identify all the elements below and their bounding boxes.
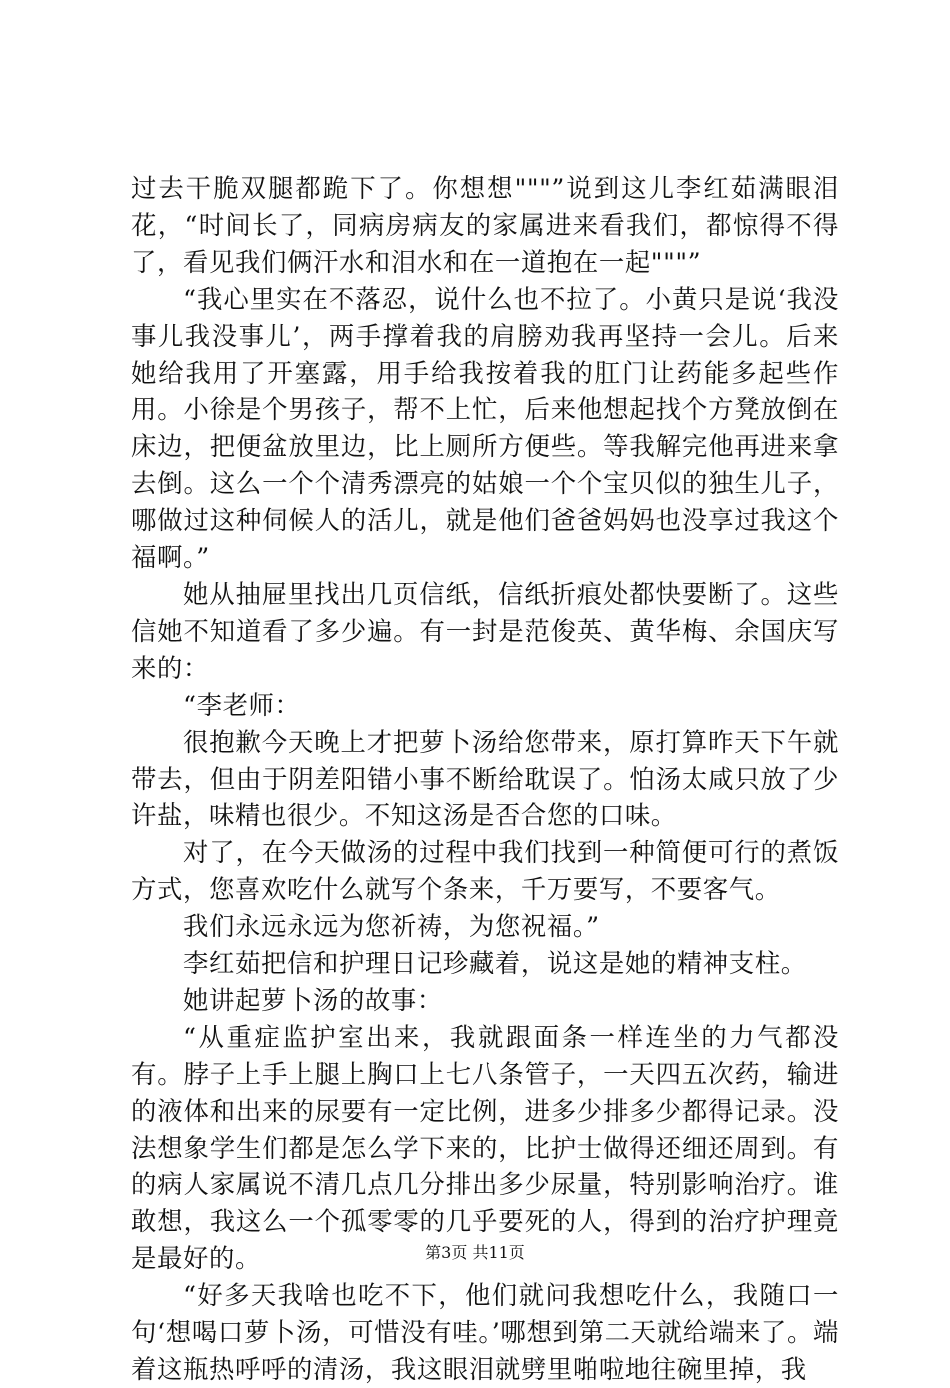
paragraph-3: 她从抽屉里找出几页信纸，信纸折痕处都快要断了。这些信她不知道看了多少遍。有一封是范俊英、黄华梅、余国庆写来的： (131, 578, 839, 683)
paragraph-9: 她讲起萝卜汤的故事： (183, 984, 443, 1015)
page-number-footer: 第3页 共11页 (425, 1243, 525, 1262)
paragraph-10: “从重症监护室出来，我就跟面条一样连坐的力气都没有。脖子上手上腿上胸口上七八条管子，一天四五次药，输进的液体和出来的尿要有一定比例，进多少排多少都得记录。没法想象学生们都是怎么学下来的，比护士做得还细还周到。有的病人家属说不清几点几分排出多少尿量，特别影响治疗。谁敢想，我这么一个孤零零的几乎要死的人，得到的治疗护理竟是最好的。 (131, 1021, 839, 1274)
paragraph-1: 过去干脆双腿都跪下了。你想想"""”说到这儿李红茹满眼泪花，“时间长了，同病房病友的家属进来看我们，都惊得不得了，看见我们俩汗水和泪水和在一道抱在一起"""” (131, 173, 839, 277)
paragraph-11: “好多天我啥也吃不下，他们就问我想吃什么，我随口一句‘想喝口萝卜汤，可惜没有哇。’哪想到第二天就给端来了。端着这瓶热呼呼的清汤，我这眼泪就劈里啪啦地往碗里掉，我 (131, 1280, 839, 1384)
letter-paragraph-1: 很抱歉今天晚上才把萝卜汤给您带来，原打算昨天下午就带去，但由于阴差阳错小事不断给耽误了。怕汤太咸只放了少许盐，味精也很少。不知这汤是否合您的口味。 (131, 726, 839, 831)
paragraph-2: “我心里实在不落忍，说什么也不拉了。小黄只是说‘我没事儿我没事儿’，两手撑着我的肩膀劝我再坚持一会儿。后来她给我用了开塞露，用手给我按着我的肛门让药能多起些作用。小徐是个男孩子，帮不上忙，后来他想起找个方凳放倒在床边，把便盆放里边，比上厕所方便些。等我解完他再进来拿去倒。这么一个个清秀漂亮的姑娘一个个宝贝似的独生儿子，哪做过这种伺候人的活儿，就是他们爸爸妈妈也没享过我这个福啊。” (131, 283, 839, 573)
body-text (131, 170, 839, 1388)
letter-salutation: “李老师： (183, 689, 301, 720)
letter-paragraph-2: 对了，在今天做汤的过程中我们找到一种简便可行的煮饭方式，您喜欢吃什么就写个条来，千万要写，不要客气。 (131, 837, 839, 905)
paragraph-8: 李红茹把信和护理日记珍藏着，说这是她的精神支柱。 (183, 948, 807, 979)
letter-closing: 我们永远永远为您祈祷，为您祝福。” (183, 911, 600, 942)
